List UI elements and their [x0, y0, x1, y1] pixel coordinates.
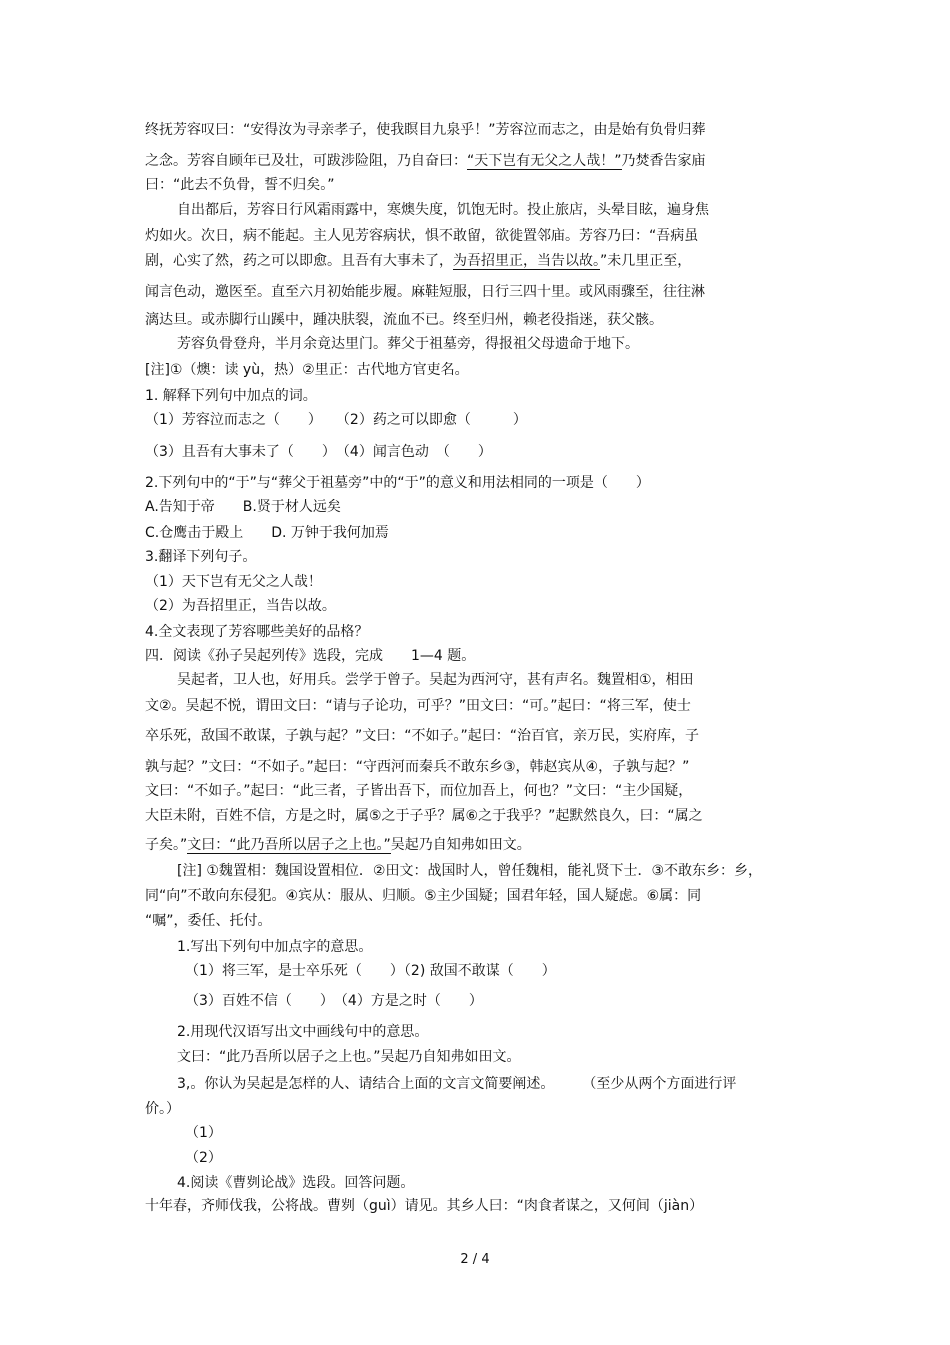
question-1-items: （1）将三军，是士卒乐死（ ）（2) 敌国不敢谋（ ）: [185, 963, 556, 979]
question-1: 1.写出下列句中加点字的意思。: [177, 939, 373, 955]
question-1-items: （3）百姓不信（ ） （4）方是之时（ ）: [185, 993, 483, 1009]
question-2: 2.下列句中的“于”与“葬父于祖墓旁”中的“于”的意义和用法相同的一项是（ ）: [145, 475, 650, 491]
text-line: 终抚芳容叹曰：“安得汝为寻亲孝子，使我瞑目九泉乎！”芳容泣而志之，由是始有负骨归葬: [145, 122, 706, 138]
note-text: [注]①（燠：读 yù，热）②里正：古代地方官吏名。: [145, 362, 469, 378]
text-line: 曰：“此去不负骨，誓不归矣。”: [145, 177, 335, 193]
question-1-items: （1）芳容泣而志之（ ） （2）药之可以即愈（ ）: [145, 412, 527, 428]
question-3-item: （2）: [185, 1150, 222, 1166]
question-2-options: C.仓鹰击于殿上 D. 万钟于我何加焉: [145, 525, 389, 541]
underlined-sentence: 文曰：“此乃吾所以居子之上也。”: [187, 837, 391, 853]
text-line: 卒乐死，敌国不敢谋，子孰与起？”文曰：“不如子。”起曰：“治百官，亲万民，实府库，子: [145, 728, 700, 744]
text-line: 闻言色动，邀医至。直至六月初始能步履。麻鞋短服，日行三四十里。或风雨骤至，往往淋: [145, 284, 705, 300]
question-1: 1. 解释下列句中加点的词。: [145, 388, 317, 404]
question-4: 4.全文表现了芳容哪些美好的品格？: [145, 624, 369, 640]
text-line: 吴起者，卫人也，好用兵。尝学于曾子。吴起为西河守，甚有声名。魏置相①，相田: [177, 672, 694, 688]
note-text: 同“向”不敢向东侵犯。④宾从：服从、归顺。⑤主少国疑；国君年轻，国人疑虑。⑥属：同: [145, 888, 702, 904]
text-line: 自出都后，芳容日行风霜雨露中，寒燠失度，饥饱无时。投止旅店，头晕目眩，遍身焦: [177, 202, 709, 218]
text-line: 文②。吴起不悦，谓田文曰：“请与子论功，可乎？”田文曰：“可。”起曰：“将三军，使士: [145, 698, 691, 714]
question-2-text: 文曰：“此乃吾所以居子之上也。”吴起乃自知弗如田文。: [177, 1049, 521, 1065]
question-2: 2.用现代汉语写出文中画线句中的意思。: [177, 1024, 429, 1040]
question-3: 3,。你认为吴起是怎样的人、请结合上面的文言文简要阐述。 （至少从两个方面进行评: [177, 1076, 737, 1092]
section-heading: 四．阅读《孙子吴起列传》选段，完成 1—4 题。: [145, 648, 476, 664]
question-3-cont: 价。）: [145, 1101, 180, 1117]
question-2-options: A.告知于帝 B.贤于材人远矣: [145, 499, 341, 515]
text-line: 文曰：“不如子。”起曰：“此三者，子皆出吾下，而位加吾上，何也？”文曰：“主少国疑，: [145, 783, 693, 799]
text-line: 大臣未附，百姓不信，方是之时，属⑤之于子乎？属⑥之于我乎？”起默然良久，曰：“属之: [145, 808, 703, 824]
text-line: 之念。芳容自顾年已及壮，可跋涉险阻，乃自奋曰：“天下岂有无父之人哉！”乃焚香告家庙: [145, 153, 706, 169]
text-line: 剧，心实了然，药之可以即愈。且吾有大事未了，为吾招里正，当告以故。”未几里正至，: [145, 253, 692, 269]
text-line: 芳容负骨登舟，半月余竟达里门。葬父于祖墓旁，得报祖父母遗命于地下。: [177, 336, 639, 352]
underlined-sentence: 为吾招里正，当告以故。: [453, 253, 600, 269]
text-line: 灼如火。次日，病不能起。主人见芳容病状，惧不敢留，欲徙置邻庙。芳容乃曰：“吾病虽: [145, 228, 699, 244]
text-line: 十年春，齐师伐我，公将战。曹刿（guì）请见。其乡人曰：“肉食者谋之，又何间（jiàn）: [145, 1198, 704, 1214]
text-line: 孰与起？”文曰：“不如子。”起曰：“守西河而秦兵不敢东乡③，韩赵宾从④，子孰与起？”: [145, 759, 690, 775]
question-3-item: （1）: [185, 1125, 222, 1141]
text-line: 漓达旦。或赤脚行山蹊中，踵决肤裂，流血不已。终至归州，赖老役指迷，获父骸。: [145, 312, 663, 328]
question-4: 4.阅读《曹刿论战》选段。回答问题。: [177, 1175, 415, 1191]
note-text: “嘱”，委任、托付。: [145, 913, 272, 929]
question-3-item: （1）天下岂有无父之人哉！: [145, 574, 322, 590]
page-number: 2 / 4: [460, 1252, 490, 1267]
note-text: [注] ①魏置相：魏国设置相位．②田文：战国时人，曾任魏相，能礼贤下士．③不敢东乡：乡，: [177, 863, 763, 879]
question-3-item: （2）为吾招里正，当告以故。: [145, 598, 336, 614]
question-1-items: （3）且吾有大事未了（ ） （4）闻言色动 （ ）: [145, 444, 492, 460]
underlined-sentence: “天下岂有无父之人哉！”: [467, 153, 622, 169]
question-3: 3.翻译下列句子。: [145, 549, 257, 565]
text-line: 子矣。”文曰：“此乃吾所以居子之上也。”吴起乃自知弗如田文。: [145, 837, 531, 853]
